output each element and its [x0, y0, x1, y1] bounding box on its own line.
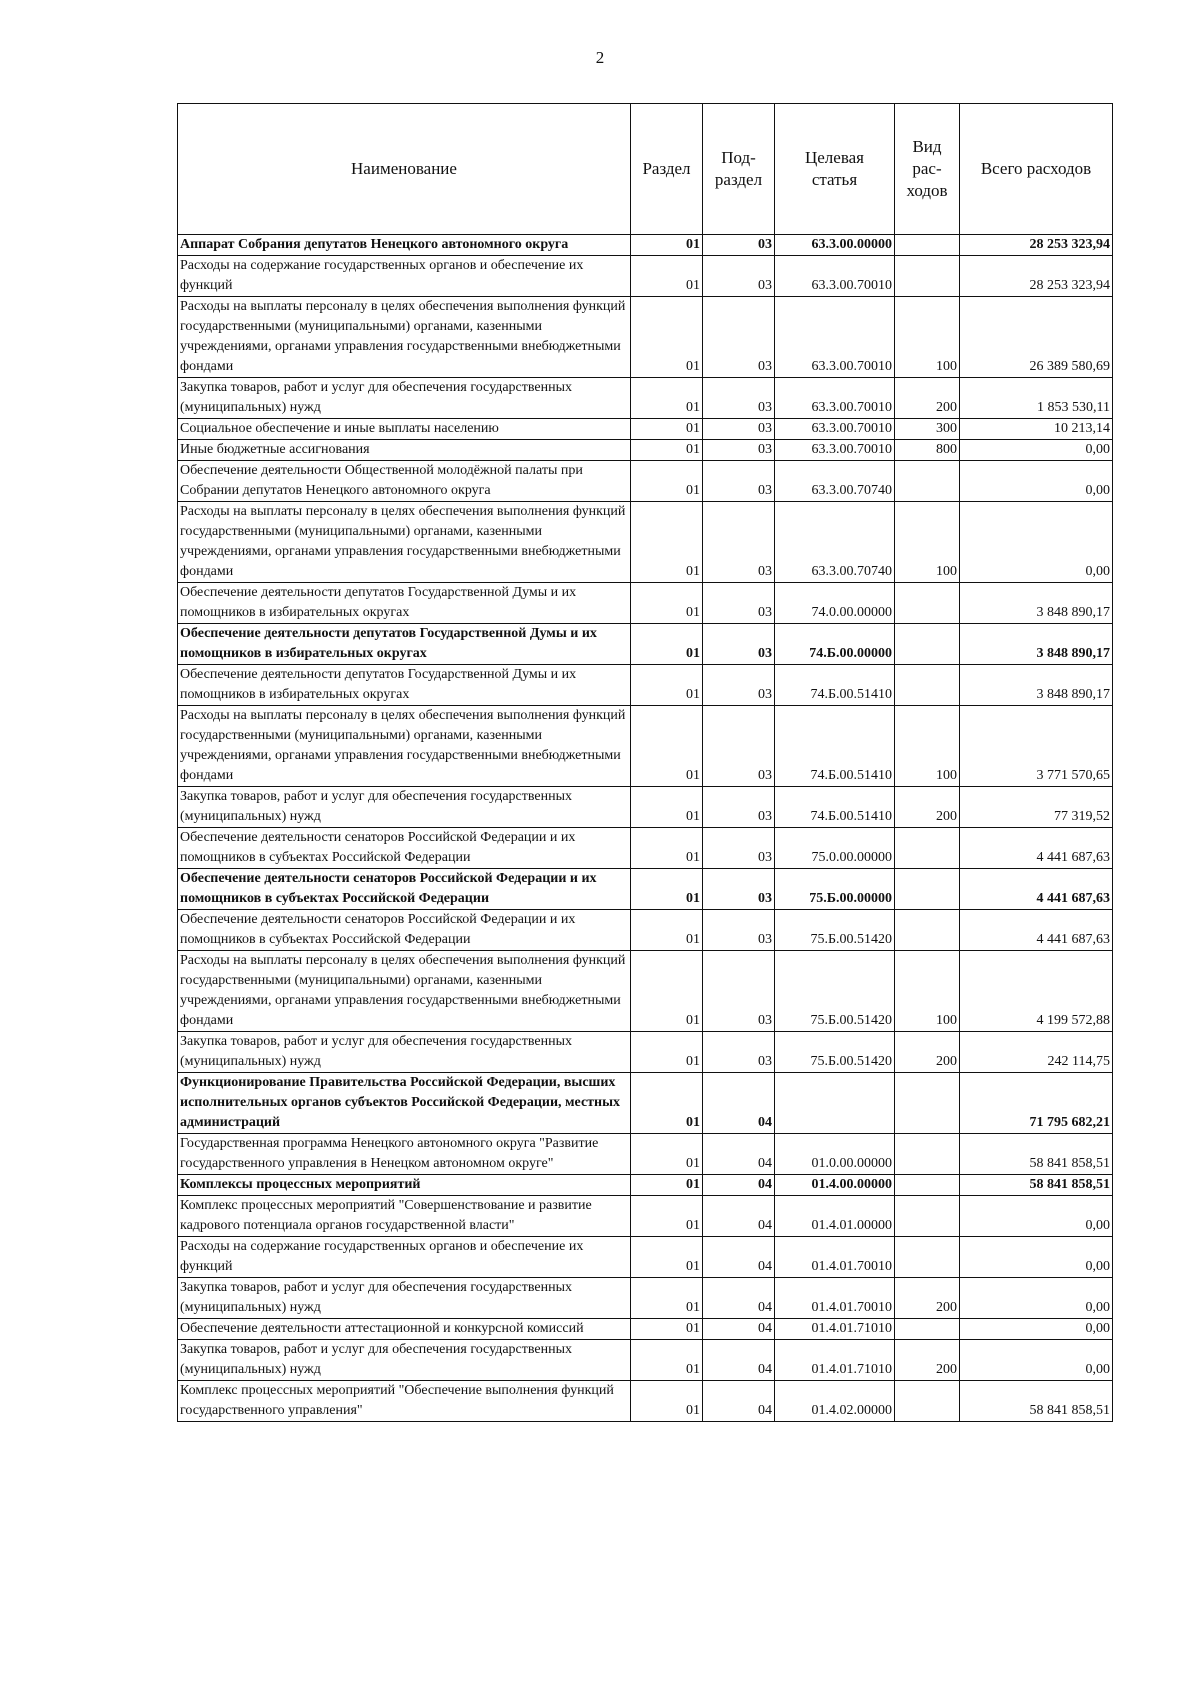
cell-target: 01.4.01.71010 [775, 1340, 895, 1381]
cell-subsection: 03 [703, 419, 775, 440]
cell-kind: 200 [895, 378, 960, 419]
cell-subsection: 03 [703, 297, 775, 378]
cell-kind [895, 1237, 960, 1278]
cell-name: Расходы на содержание государственных органов и обеспечение их функций [178, 1237, 631, 1278]
cell-name: Обеспечение деятельности аттестационной и конкурсной комиссий [178, 1319, 631, 1340]
cell-total: 3 771 570,65 [960, 706, 1113, 787]
cell-kind [895, 1381, 960, 1422]
table-row [178, 706, 1113, 787]
cell-section: 01 [631, 297, 703, 378]
table-row [178, 1134, 1113, 1175]
cell-name: Закупка товаров, работ и услуг для обеспечения государственных (муниципальных) нужд [178, 1032, 631, 1073]
header-kind: Вид рас- ходов [895, 104, 960, 235]
cell-kind [895, 1319, 960, 1340]
cell-section: 01 [631, 502, 703, 583]
table-row [178, 419, 1113, 440]
table-row [178, 910, 1113, 951]
cell-kind [895, 828, 960, 869]
cell-kind [895, 1073, 960, 1134]
cell-target: 63.3.00.70010 [775, 378, 895, 419]
cell-target: 63.3.00.70010 [775, 297, 895, 378]
cell-section: 01 [631, 1340, 703, 1381]
cell-kind [895, 869, 960, 910]
cell-target: 01.4.01.70010 [775, 1237, 895, 1278]
cell-target: 63.3.00.00000 [775, 235, 895, 256]
cell-section: 01 [631, 1196, 703, 1237]
cell-subsection: 03 [703, 461, 775, 502]
cell-kind [895, 1196, 960, 1237]
cell-total: 4 199 572,88 [960, 951, 1113, 1032]
cell-subsection: 03 [703, 910, 775, 951]
cell-target: 01.4.00.00000 [775, 1175, 895, 1196]
cell-name: Аппарат Собрания депутатов Ненецкого автономного округа [178, 235, 631, 256]
cell-kind [895, 1134, 960, 1175]
cell-total: 0,00 [960, 440, 1113, 461]
cell-kind: 200 [895, 1278, 960, 1319]
cell-section: 01 [631, 235, 703, 256]
cell-target: 74.0.00.00000 [775, 583, 895, 624]
cell-section: 01 [631, 1073, 703, 1134]
cell-total: 0,00 [960, 1237, 1113, 1278]
cell-section: 01 [631, 1319, 703, 1340]
cell-section: 01 [631, 1175, 703, 1196]
cell-kind [895, 461, 960, 502]
cell-kind [895, 624, 960, 665]
table-row [178, 1340, 1113, 1381]
cell-subsection: 03 [703, 440, 775, 461]
table-row [178, 502, 1113, 583]
cell-subsection: 03 [703, 787, 775, 828]
cell-name: Расходы на выплаты персоналу в целях обеспечения выполнения функций государственными (муниципальными) органами, казенными учреждениями, органами управления государственными внебюджетными фондами [178, 297, 631, 378]
cell-subsection: 04 [703, 1278, 775, 1319]
cell-target: 75.0.00.00000 [775, 828, 895, 869]
cell-name: Комплексы процессных мероприятий [178, 1175, 631, 1196]
cell-name: Обеспечение деятельности сенаторов Российской Федерации и их помощников в субъектах Российской Федерации [178, 828, 631, 869]
budget-table [177, 103, 1113, 1422]
page-number: 2 [595, 48, 605, 67]
cell-target [775, 1073, 895, 1134]
cell-target: 74.Б.00.51410 [775, 706, 895, 787]
cell-subsection: 03 [703, 951, 775, 1032]
cell-total: 71 795 682,21 [960, 1073, 1113, 1134]
cell-subsection: 03 [703, 256, 775, 297]
cell-target: 01.4.01.71010 [775, 1319, 895, 1340]
cell-total: 0,00 [960, 461, 1113, 502]
cell-total: 0,00 [960, 1340, 1113, 1381]
cell-section: 01 [631, 256, 703, 297]
cell-kind: 200 [895, 1340, 960, 1381]
cell-total: 77 319,52 [960, 787, 1113, 828]
table-row [178, 1278, 1113, 1319]
cell-name: Социальное обеспечение и иные выплаты населению [178, 419, 631, 440]
cell-subsection: 03 [703, 706, 775, 787]
cell-name: Комплекс процессных мероприятий "Совершенствование и развитие кадрового потенциала органов государственной власти" [178, 1196, 631, 1237]
cell-total: 242 114,75 [960, 1032, 1113, 1073]
table-row [178, 1319, 1113, 1340]
cell-total: 26 389 580,69 [960, 297, 1113, 378]
table-row [178, 440, 1113, 461]
table-row [178, 1073, 1113, 1134]
cell-total: 28 253 323,94 [960, 256, 1113, 297]
table-row [178, 378, 1113, 419]
cell-target: 74.Б.00.51410 [775, 787, 895, 828]
cell-section: 01 [631, 828, 703, 869]
cell-total: 4 441 687,63 [960, 828, 1113, 869]
cell-subsection: 03 [703, 378, 775, 419]
cell-subsection: 04 [703, 1175, 775, 1196]
table-row [178, 951, 1113, 1032]
table-row [178, 1381, 1113, 1422]
cell-section: 01 [631, 583, 703, 624]
cell-subsection: 03 [703, 583, 775, 624]
table-row [178, 787, 1113, 828]
cell-target: 74.Б.00.51410 [775, 665, 895, 706]
cell-subsection: 04 [703, 1237, 775, 1278]
cell-section: 01 [631, 706, 703, 787]
cell-section: 01 [631, 869, 703, 910]
cell-kind [895, 665, 960, 706]
cell-name: Обеспечение деятельности Общественной молодёжной палаты при Собрании депутатов Ненецкого автономного округа [178, 461, 631, 502]
cell-target: 63.3.00.70010 [775, 419, 895, 440]
cell-subsection: 03 [703, 1032, 775, 1073]
table-row [178, 828, 1113, 869]
cell-target: 63.3.00.70010 [775, 256, 895, 297]
cell-kind: 300 [895, 419, 960, 440]
cell-target: 75.Б.00.51420 [775, 1032, 895, 1073]
cell-subsection: 04 [703, 1073, 775, 1134]
cell-total: 28 253 323,94 [960, 235, 1113, 256]
cell-name: Закупка товаров, работ и услуг для обеспечения государственных (муниципальных) нужд [178, 787, 631, 828]
cell-target: 75.Б.00.00000 [775, 869, 895, 910]
cell-section: 01 [631, 461, 703, 502]
cell-total: 58 841 858,51 [960, 1175, 1113, 1196]
table-row [178, 1196, 1113, 1237]
cell-section: 01 [631, 1278, 703, 1319]
cell-total: 0,00 [960, 1319, 1113, 1340]
cell-name: Обеспечение деятельности депутатов Государственной Думы и их помощников в избирательных округах [178, 583, 631, 624]
cell-section: 01 [631, 910, 703, 951]
cell-section: 01 [631, 951, 703, 1032]
cell-name: Обеспечение деятельности сенаторов Российской Федерации и их помощников в субъектах Российской Федерации [178, 910, 631, 951]
cell-subsection: 04 [703, 1134, 775, 1175]
cell-total: 3 848 890,17 [960, 583, 1113, 624]
cell-subsection: 03 [703, 235, 775, 256]
cell-target: 63.3.00.70740 [775, 461, 895, 502]
cell-target: 01.4.01.70010 [775, 1278, 895, 1319]
table-row [178, 461, 1113, 502]
cell-target: 01.0.00.00000 [775, 1134, 895, 1175]
table-row [178, 1175, 1113, 1196]
table-row [178, 297, 1113, 378]
header-section: Раздел [631, 104, 703, 235]
table-row [178, 256, 1113, 297]
header-subsection: Под- раздел [703, 104, 775, 235]
cell-section: 01 [631, 1381, 703, 1422]
cell-section: 01 [631, 787, 703, 828]
cell-kind: 200 [895, 1032, 960, 1073]
cell-name: Расходы на выплаты персоналу в целях обеспечения выполнения функций государственными (муниципальными) органами, казенными учреждениями, органами управления государственными внебюджетными фондами [178, 951, 631, 1032]
table-row [178, 235, 1113, 256]
cell-total: 3 848 890,17 [960, 665, 1113, 706]
cell-name: Комплекс процессных мероприятий "Обеспечение выполнения функций государственного управления" [178, 1381, 631, 1422]
cell-subsection: 04 [703, 1340, 775, 1381]
cell-section: 01 [631, 1032, 703, 1073]
table-body [178, 235, 1113, 1422]
cell-subsection: 03 [703, 624, 775, 665]
table-row [178, 665, 1113, 706]
cell-name: Закупка товаров, работ и услуг для обеспечения государственных (муниципальных) нужд [178, 1340, 631, 1381]
cell-target: 74.Б.00.00000 [775, 624, 895, 665]
cell-kind [895, 910, 960, 951]
cell-name: Обеспечение деятельности депутатов Государственной Думы и их помощников в избирательных округах [178, 624, 631, 665]
cell-name: Расходы на выплаты персоналу в целях обеспечения выполнения функций государственными (муниципальными) органами, казенными учреждениями, органами управления государственными внебюджетными фондами [178, 502, 631, 583]
cell-subsection: 03 [703, 869, 775, 910]
table-row [178, 583, 1113, 624]
cell-total: 58 841 858,51 [960, 1134, 1113, 1175]
cell-section: 01 [631, 1237, 703, 1278]
cell-kind: 100 [895, 951, 960, 1032]
cell-section: 01 [631, 665, 703, 706]
cell-subsection: 03 [703, 828, 775, 869]
cell-kind [895, 235, 960, 256]
cell-total: 4 441 687,63 [960, 910, 1113, 951]
header-name: Наименование [178, 104, 631, 235]
cell-name: Закупка товаров, работ и услуг для обеспечения государственных (муниципальных) нужд [178, 378, 631, 419]
table-header [178, 104, 1113, 235]
cell-section: 01 [631, 624, 703, 665]
cell-subsection: 04 [703, 1319, 775, 1340]
cell-total: 0,00 [960, 1278, 1113, 1319]
cell-total: 1 853 530,11 [960, 378, 1113, 419]
cell-section: 01 [631, 1134, 703, 1175]
cell-total: 0,00 [960, 502, 1113, 583]
cell-subsection: 03 [703, 665, 775, 706]
cell-target: 63.3.00.70010 [775, 440, 895, 461]
cell-name: Закупка товаров, работ и услуг для обеспечения государственных (муниципальных) нужд [178, 1278, 631, 1319]
cell-target: 01.4.02.00000 [775, 1381, 895, 1422]
cell-subsection: 04 [703, 1381, 775, 1422]
cell-target: 75.Б.00.51420 [775, 951, 895, 1032]
cell-total: 58 841 858,51 [960, 1381, 1113, 1422]
cell-total: 0,00 [960, 1196, 1113, 1237]
table-row [178, 624, 1113, 665]
cell-section: 01 [631, 440, 703, 461]
cell-target: 01.4.01.00000 [775, 1196, 895, 1237]
cell-name: Иные бюджетные ассигнования [178, 440, 631, 461]
cell-kind: 100 [895, 706, 960, 787]
cell-kind: 100 [895, 297, 960, 378]
header-target: Целевая статья [775, 104, 895, 235]
cell-kind: 100 [895, 502, 960, 583]
cell-name: Функционирование Правительства Российской Федерации, высших исполнительных органов субъектов Российской Федерации, местных администраций [178, 1073, 631, 1134]
cell-subsection: 04 [703, 1196, 775, 1237]
cell-target: 63.3.00.70740 [775, 502, 895, 583]
cell-kind: 800 [895, 440, 960, 461]
table-row [178, 869, 1113, 910]
cell-name: Расходы на выплаты персоналу в целях обеспечения выполнения функций государственными (муниципальными) органами, казенными учреждениями, органами управления государственными внебюджетными фондами [178, 706, 631, 787]
cell-name: Расходы на содержание государственных органов и обеспечение их функций [178, 256, 631, 297]
cell-total: 4 441 687,63 [960, 869, 1113, 910]
table-row [178, 1237, 1113, 1278]
cell-name: Государственная программа Ненецкого автономного округа "Развитие государственного управления в Ненецком автономном округе" [178, 1134, 631, 1175]
cell-kind [895, 583, 960, 624]
cell-target: 75.Б.00.51420 [775, 910, 895, 951]
table-row [178, 1032, 1113, 1073]
cell-kind: 200 [895, 787, 960, 828]
header-total: Всего расходов [960, 104, 1113, 235]
cell-total: 10 213,14 [960, 419, 1113, 440]
cell-name: Обеспечение деятельности сенаторов Российской Федерации и их помощников в субъектах Российской Федерации [178, 869, 631, 910]
cell-subsection: 03 [703, 502, 775, 583]
cell-section: 01 [631, 419, 703, 440]
cell-name: Обеспечение деятельности депутатов Государственной Думы и их помощников в избирательных округах [178, 665, 631, 706]
cell-kind [895, 256, 960, 297]
cell-section: 01 [631, 378, 703, 419]
cell-total: 3 848 890,17 [960, 624, 1113, 665]
cell-kind [895, 1175, 960, 1196]
